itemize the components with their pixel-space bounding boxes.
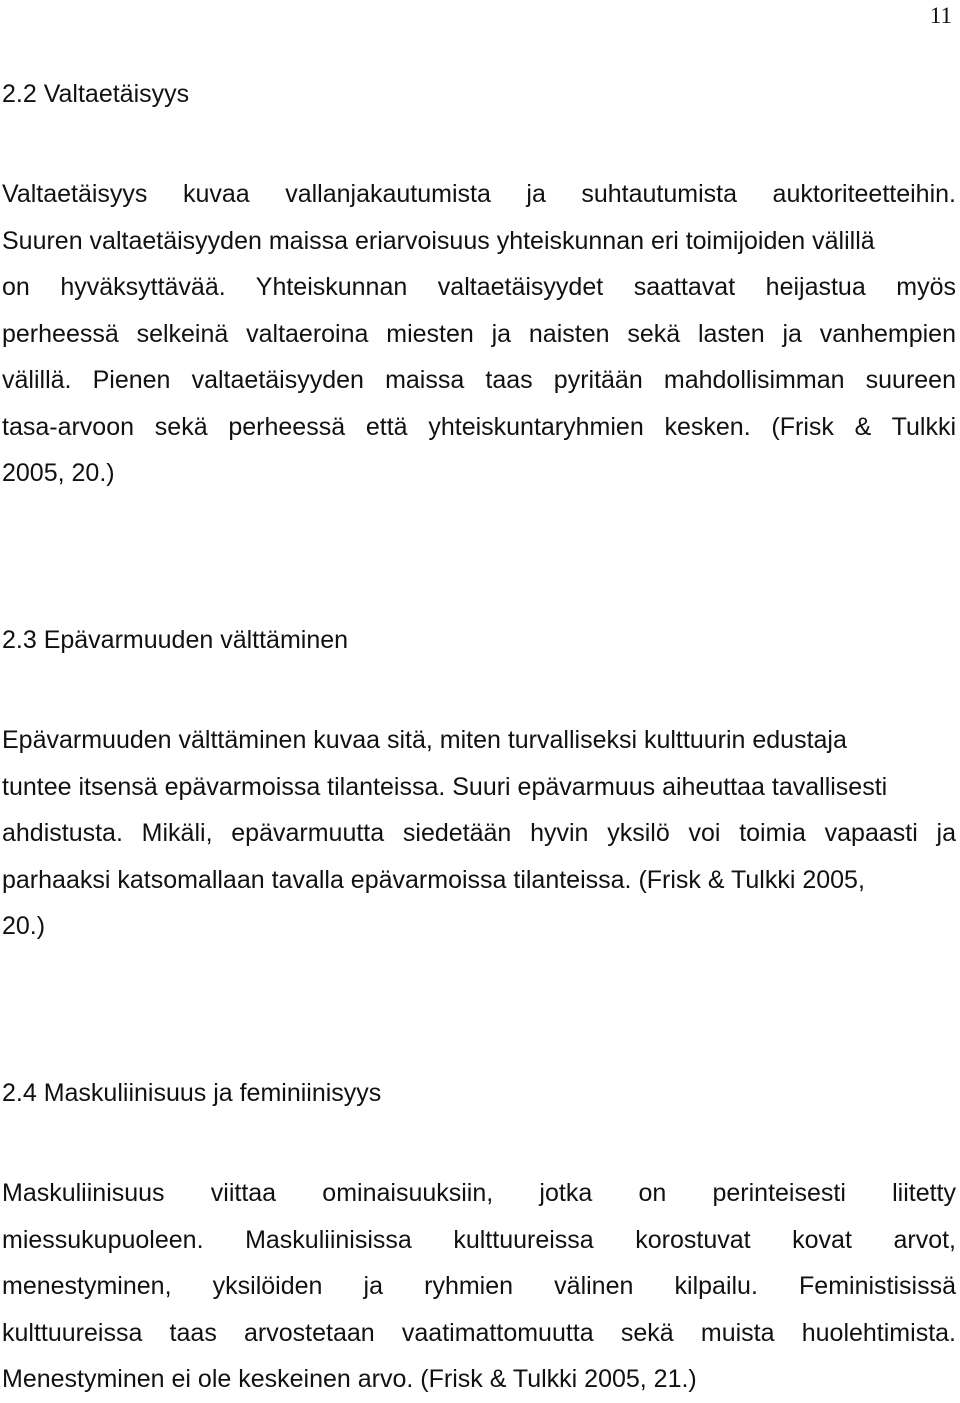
page-number: 11 — [929, 3, 952, 28]
section-paragraph-2-3 — [2, 717, 956, 950]
section-heading-2-3: 2.3 Epävarmuuden välttäminen — [2, 626, 349, 654]
paragraph-line: Suuren valtaetäisyyden maissa eriarvoisuus yhteiskunnan eri toimijoiden välillä — [2, 226, 875, 255]
paragraph-line: perheessä selkeinä valtaeroina miesten ja naisten sekä lasten ja vanhempien — [2, 319, 956, 348]
section-paragraph-2-2 — [2, 171, 956, 497]
paragraph-line: kulttuureissa taas arvostetaan vaatimattomuutta sekä muista huolehtimista. — [2, 1318, 956, 1347]
paragraph-line: 2005, 20.) — [2, 459, 115, 487]
paragraph-line: Valtaetäisyys kuvaa vallanjakautumista ja suhtautumista auktoriteetteihin. — [2, 180, 956, 208]
paragraph-line: on hyväksyttävää. Yhteiskunnan valtaetäisyydet saattavat heijastua myös — [2, 273, 956, 301]
paragraph-line: Maskuliinisuus viittaa ominaisuuksiin, jotka on perinteisesti liitetty — [2, 1179, 956, 1207]
paragraph-line: menestyminen, yksilöiden ja ryhmien välinen kilpailu. Feministisissä — [2, 1272, 956, 1300]
paragraph-line: miessukupuoleen. Maskuliinisissa kulttuureissa korostuvat kovat arvot, — [2, 1225, 956, 1254]
paragraph-line: parhaaksi katsomallaan tavalla epävarmoissa tilanteissa. (Frisk & Tulkki 2005, — [2, 865, 865, 894]
paragraph-line: 20.) — [2, 912, 46, 940]
section-paragraph-2-4 — [2, 1170, 956, 1403]
paragraph-line: Menestyminen ei ole keskeinen arvo. (Frisk & Tulkki 2005, 21.) — [2, 1365, 697, 1393]
paragraph-line: ahdistusta. Mikäli, epävarmuutta siedetään hyvin yksilö voi toimia vapaasti ja — [2, 819, 956, 847]
paragraph-line: välillä. Pienen valtaetäisyyden maissa taas pyritään mahdollisimman suureen — [2, 366, 956, 394]
paragraph-line: tuntee itsensä epävarmoissa tilanteissa. Suuri epävarmuus aiheuttaa tavallisesti — [2, 772, 888, 801]
paragraph-line: Epävarmuuden välttäminen kuvaa sitä, miten turvalliseksi kulttuurin edustaja — [2, 726, 847, 754]
paragraph-line: tasa-arvoon sekä perheessä että yhteiskuntaryhmien kesken. (Frisk & Tulkki — [2, 412, 956, 441]
section-heading-2-4: 2.4 Maskuliinisuus ja feminiinisyys — [2, 1079, 382, 1107]
section-heading-2-2: 2.2 Valtaetäisyys — [2, 80, 190, 108]
